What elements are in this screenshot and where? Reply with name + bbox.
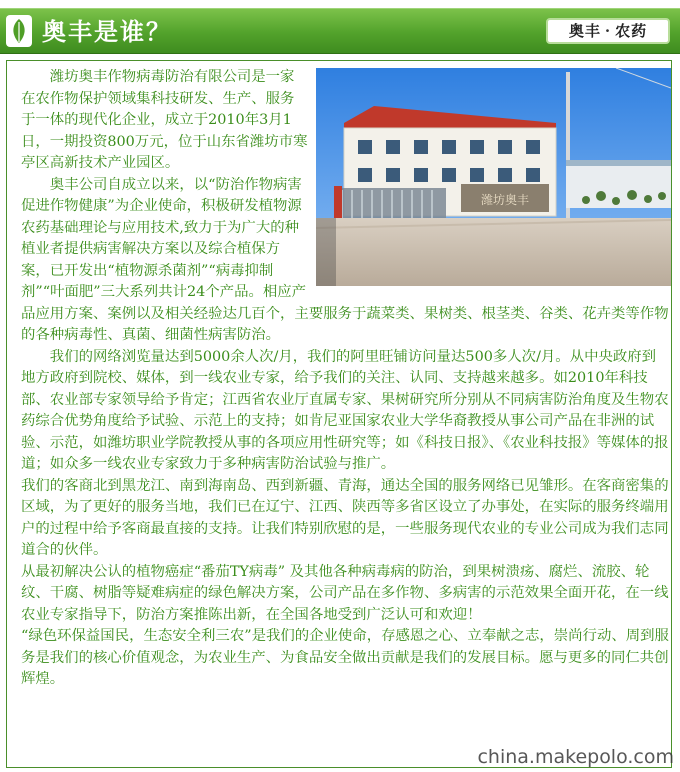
page-title: 奥丰是谁？ bbox=[42, 17, 172, 46]
paragraph-solutions: 从最初解决公认的植物癌症“番茄TY病毒” 及其他各种病毒病的防治，到果树溃疡、腐烂、流胶、轮纹、干腐、树脂等疑难病症的绿色解决方案，公司产品在多作物、多病害的示范效果全面开花，在一线农业专家指导下，防治方案推陈出新，在全国各地受到广泛认可和欢迎！ bbox=[21, 563, 669, 623]
brand-tag bbox=[546, 18, 670, 44]
company-building-photo bbox=[316, 68, 671, 286]
article-body bbox=[21, 67, 669, 691]
paragraph-mission: 奥丰公司自成立以来，以“防治作物病害 促进作物健康”为企业使命，积极研发植物源农药基础理论与应用技术,致力于为广大的种植业者提供病害解决方案以及综合植保方案，已开发出“植物源杀菌剂”“病毒抑制剂”“叶面肥”三大系列共计24个产品。相应产品应用方案、案例以及相关经验达几百个，主要服务于蔬菜类、果树类、根茎类、谷类、花卉类等作物 的各种病毒性、真菌、细菌性病害防治。 bbox=[21, 176, 669, 343]
header-banner bbox=[0, 8, 680, 54]
brand-category: 农药 bbox=[615, 22, 648, 40]
paragraph-values: “绿色环保益国民，生态安全利三农”是我们的企业使命，存感恩之心、立奉献之志，崇尚行动、周到服务是我们的核心价值观念，为农业生产、为食品安全做出贡献是我们的发展目标。愿与更多的同仁共创辉煌。 bbox=[21, 628, 669, 687]
paragraph-recognition: 我们的网络浏览量达到5000余人次/月，我们的阿里旺铺访问量达500多人次/月。从中央政府到地方政府到院校、媒体，到一线农业专家，给予我们的关注、认同、支持越来越多。如2010年科技部、农业部专家领导给予肯定；江西省农业厅直属专家、果树研究所分别从不同病害防治角度及生物农药综合优势角度给予试验、示范上的支持；如肯尼亚国家农业大学华裔教授从事公司产品在非洲的试验、示范，如潍坊职业学院教授从事的各项应用性研究等；如《科技日报》、《农业科技报》等媒体的报道；如众多一线农业专家致力于多种病害防治试验与推广。 bbox=[21, 348, 669, 472]
brand-separator: · bbox=[604, 22, 612, 40]
watermark: china.makepolo.com bbox=[477, 746, 674, 768]
gate-sign-text: 潍坊奥丰 bbox=[480, 193, 530, 207]
brand-name: 奥丰 bbox=[568, 22, 601, 40]
paragraph-network: 我们的客商北到黑龙江、南到海南岛、西到新疆、青海，通达全国的服务网络已见雏形。在客商密集的区域，为了更好的服务当地，我们已在辽宁、江西、陕西等多省区设立了办事处，在实际的服务终端用户的过程中给予客商最直接的支持。让我们特别欣慰的是，一些服务现代农业的专业公司成为我们志同道合的伙伴。 bbox=[21, 477, 669, 558]
leaf-icon bbox=[6, 15, 32, 47]
paragraph-intro: 潍坊奥丰作物病毒防治有限公司是一家在农作物保护领域集科技研发、生产、服务于一体的现代化企业，成立于2010年3月1日，一期投资800万元，位于山东省潍坊市寒亭区高新技术产业园区。 bbox=[21, 69, 308, 171]
content-frame bbox=[6, 60, 672, 768]
